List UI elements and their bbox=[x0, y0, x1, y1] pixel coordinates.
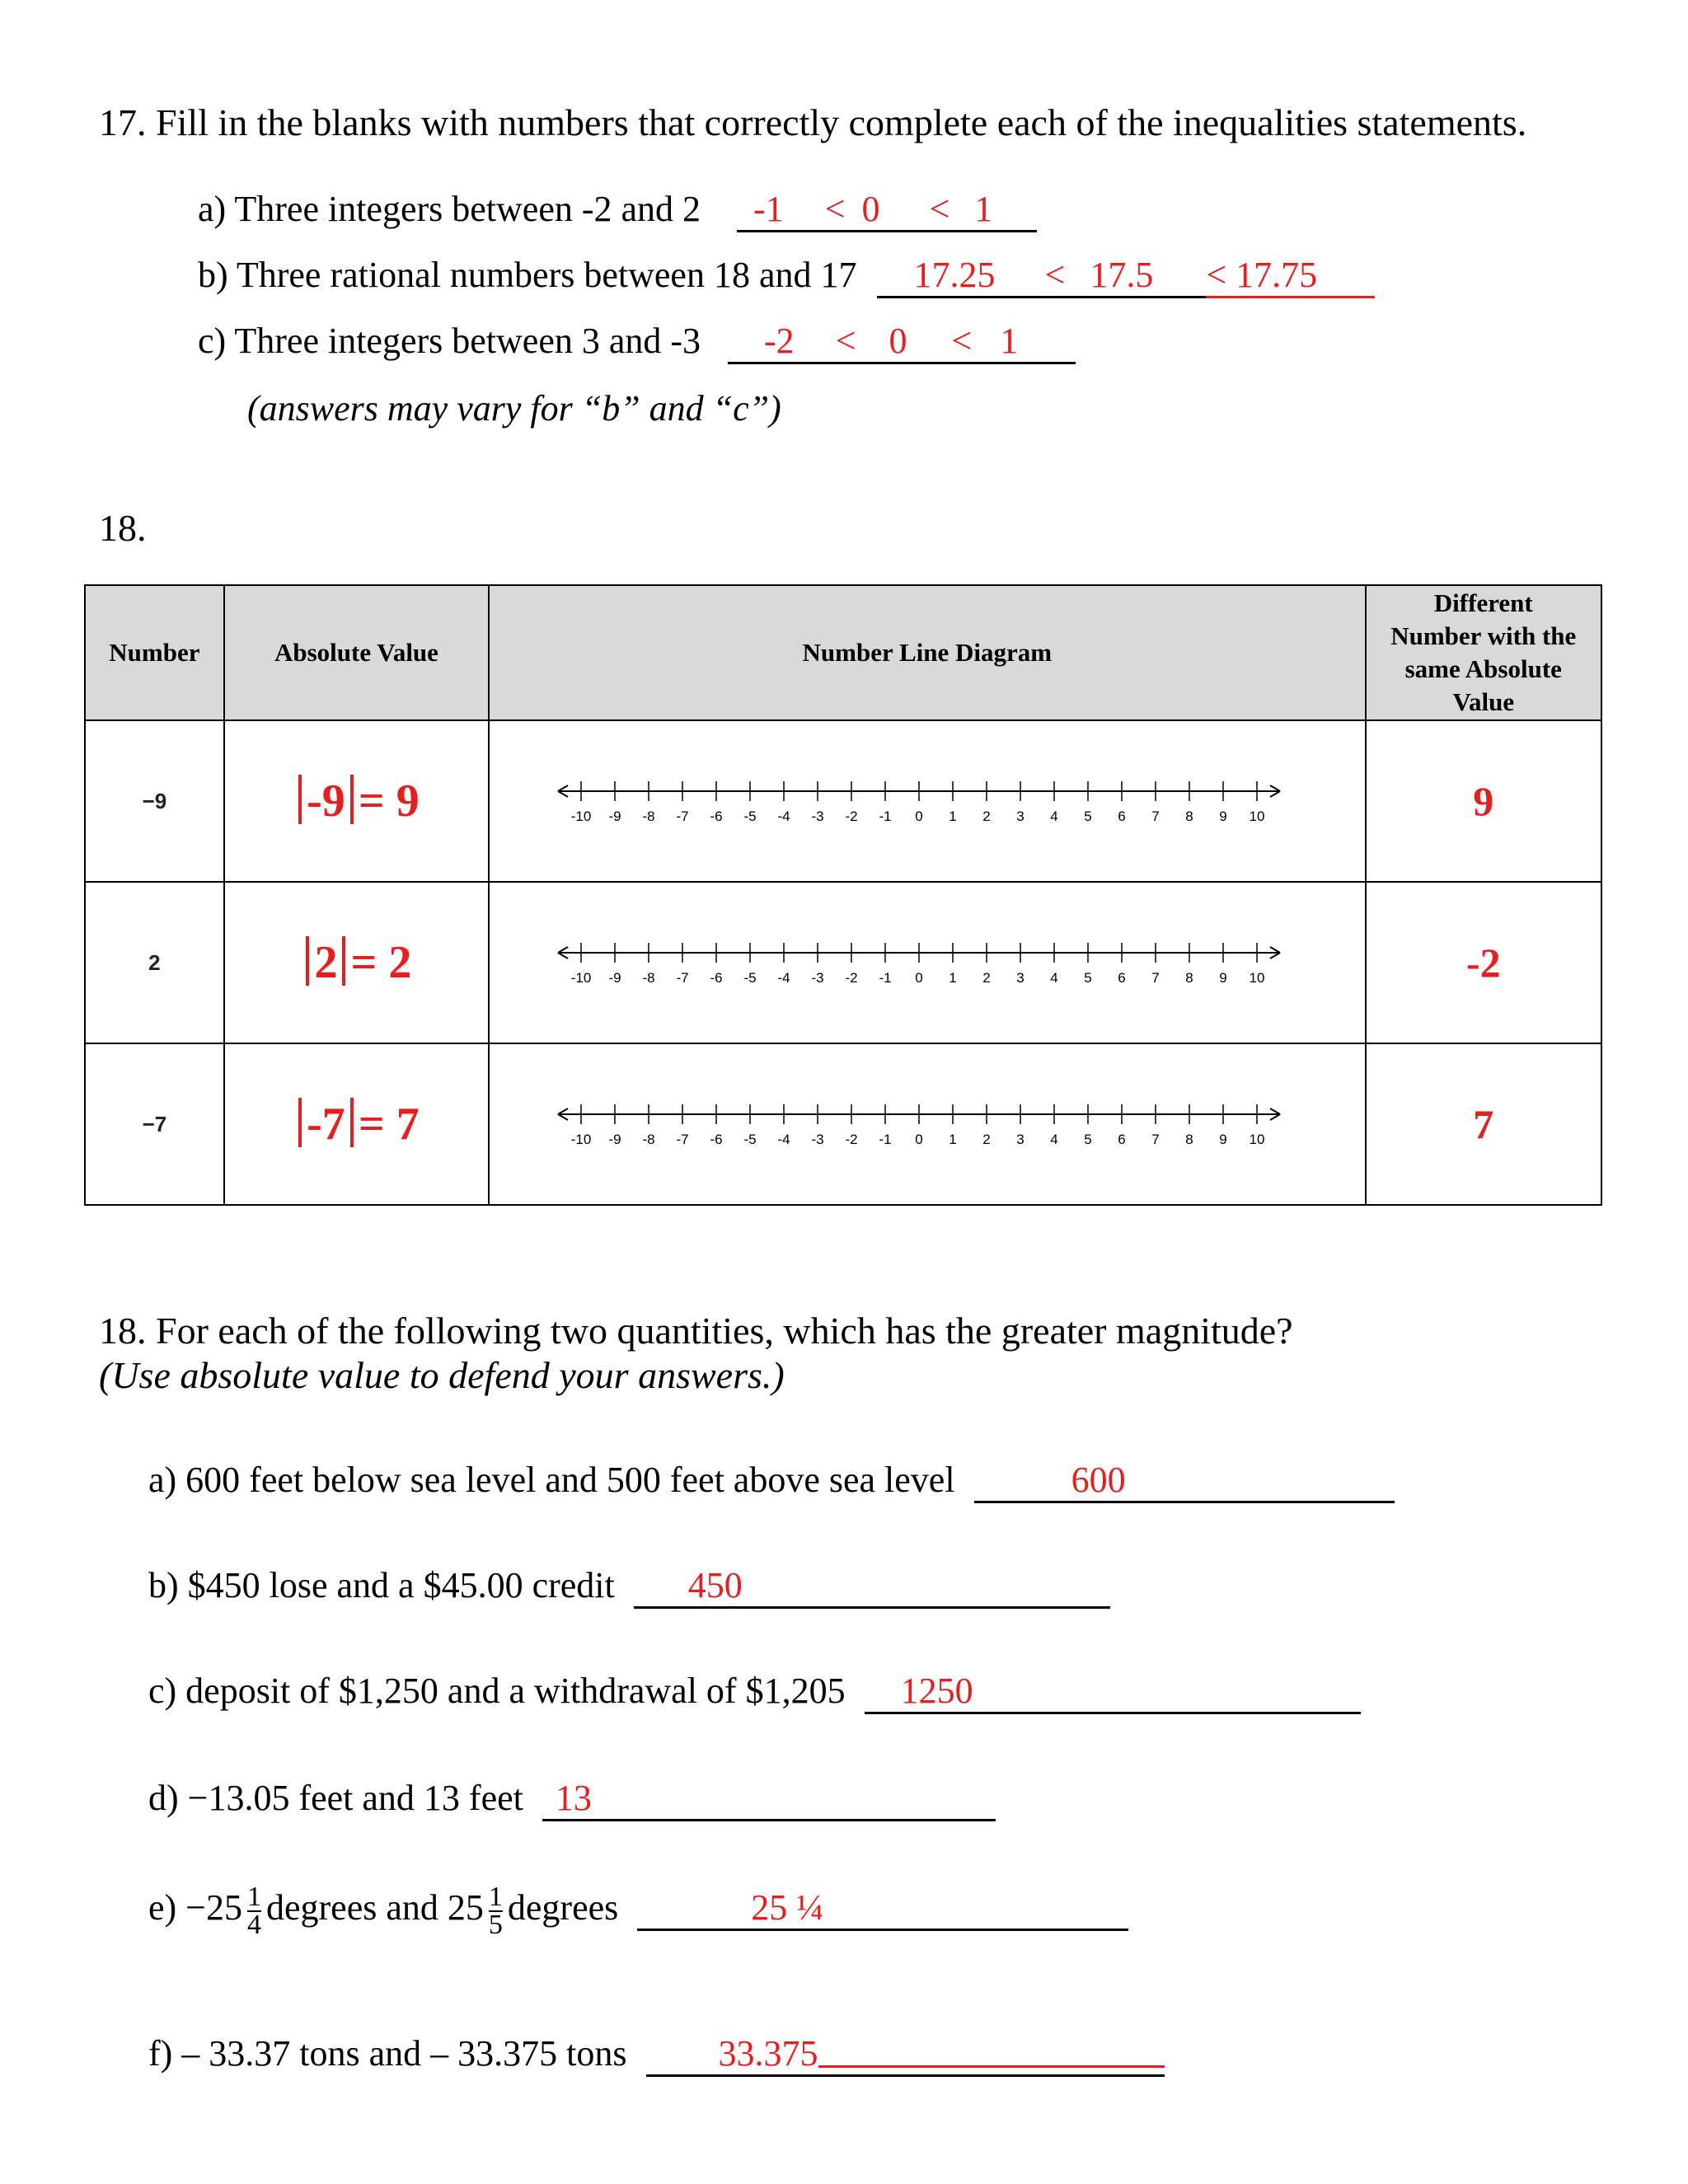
number-line-tick-label: -6 bbox=[710, 808, 723, 824]
abs-bar-left bbox=[306, 936, 309, 986]
q17-c-answer-3[interactable]: 1 bbox=[1000, 321, 1019, 361]
number-cell: 2 bbox=[85, 882, 224, 1043]
q18b-item-b bbox=[148, 1564, 1110, 1609]
number-line-tick-label: -3 bbox=[811, 970, 824, 986]
table-row bbox=[85, 1043, 1601, 1205]
abs-bar-left bbox=[298, 1098, 302, 1147]
absolute-value-cell bbox=[224, 1043, 489, 1205]
q18b-item-a-label: a) 600 feet below sea level and 500 feet above sea level bbox=[148, 1460, 955, 1500]
number-line-tick-label: 6 bbox=[1118, 808, 1126, 824]
number-line-tick-label: -9 bbox=[608, 1132, 621, 1147]
different-number-cell: -2 bbox=[1366, 882, 1601, 1043]
q17-title: 17. Fill in the blanks with numbers that correctly complete each of the inequalities statements. bbox=[99, 101, 1527, 143]
absolute-value-cell bbox=[224, 882, 489, 1043]
q17-item-b-label: b) Three rational numbers between 18 and 17 bbox=[198, 255, 857, 295]
fraction-denominator: 4 bbox=[247, 1910, 261, 1940]
abs-inner: -9 bbox=[307, 776, 345, 827]
q18b-c-answer[interactable]: 1250 bbox=[900, 1671, 973, 1711]
q18b-subtitle: (Use absolute value to defend your answers.) bbox=[99, 1354, 785, 1396]
number-line-tick-label: -9 bbox=[608, 808, 621, 824]
number-line-tick-label: 2 bbox=[982, 1132, 991, 1147]
q17-c-answer-2[interactable]: 0 bbox=[889, 321, 907, 361]
number-line-diagram[interactable] bbox=[556, 768, 1298, 834]
abs-result: = 7 bbox=[358, 1099, 420, 1150]
q18b-item-e bbox=[148, 1884, 1128, 1938]
number-line-diagram[interactable] bbox=[556, 930, 1298, 996]
q18b-e-suffix: degrees bbox=[507, 1887, 619, 1929]
abs-bar-right bbox=[350, 1098, 354, 1147]
number-line-tick-label: 9 bbox=[1219, 808, 1227, 824]
abs-bar-right bbox=[350, 775, 354, 824]
q17-b-answer-3[interactable]: < 17.75 bbox=[1206, 255, 1318, 295]
q17-a-answer-1[interactable]: -1 bbox=[753, 189, 784, 229]
q18b-item-a bbox=[148, 1459, 1395, 1503]
number-line-tick-label: 6 bbox=[1118, 1132, 1126, 1147]
number-line-tick-label: -2 bbox=[845, 970, 858, 986]
number-cell: −7 bbox=[85, 1043, 224, 1205]
different-number-cell: 9 bbox=[1366, 720, 1601, 882]
q17-c-answer-1[interactable]: -2 bbox=[764, 321, 795, 361]
q17-b-answer-2[interactable]: 17.5 bbox=[1090, 255, 1154, 295]
q18b-d-answer[interactable]: 13 bbox=[555, 1778, 592, 1818]
number-line-tick-label: -4 bbox=[777, 808, 790, 824]
number-line-tick-label: -10 bbox=[570, 1132, 592, 1147]
absolute-value-cell bbox=[224, 720, 489, 882]
q18b-e-prefix: e) −25 bbox=[148, 1887, 242, 1929]
number-line-tick-label: -10 bbox=[570, 970, 592, 986]
q18-label: 18. bbox=[99, 507, 147, 549]
q18b-item-c-label: c) deposit of $1,250 and a withdrawal of $1,205 bbox=[148, 1671, 846, 1711]
number-line-tick-label: 8 bbox=[1185, 808, 1193, 824]
fraction-denominator: 5 bbox=[488, 1910, 503, 1940]
number-line-tick-label: -9 bbox=[608, 970, 621, 986]
abs-result: = 2 bbox=[350, 937, 412, 988]
number-line-tick-label: 0 bbox=[915, 1132, 923, 1147]
fraction-one-quarter bbox=[247, 1884, 261, 1938]
number-line-tick-label: 10 bbox=[1249, 970, 1265, 986]
abs-inner: -7 bbox=[307, 1099, 345, 1150]
number-line-cell bbox=[489, 1043, 1365, 1205]
q17-item-c-label: c) Three integers between 3 and -3 bbox=[198, 321, 701, 361]
header-different-line2: Number with the bbox=[1390, 621, 1577, 650]
number-line-tick-label: 3 bbox=[1016, 808, 1025, 824]
header-number: Number bbox=[85, 585, 224, 720]
q18b-item-c bbox=[148, 1670, 1361, 1714]
number-line-tick-label: -7 bbox=[676, 808, 689, 824]
number-line-tick-label: 5 bbox=[1084, 1132, 1092, 1147]
number-line-tick-label: 6 bbox=[1118, 970, 1126, 986]
q18b-b-answer[interactable]: 450 bbox=[687, 1565, 743, 1605]
fraction-one-fifth bbox=[489, 1884, 503, 1938]
number-line-tick-label: 4 bbox=[1050, 808, 1058, 824]
number-line-tick-label: 0 bbox=[915, 970, 923, 986]
number-line-tick-label: -7 bbox=[676, 970, 689, 986]
q17-c-op-1: < bbox=[835, 321, 856, 361]
table-header-row bbox=[85, 585, 1601, 720]
number-line-tick-label: -8 bbox=[642, 1132, 655, 1147]
number-line-tick-label: 4 bbox=[1050, 1132, 1058, 1147]
number-line-tick-label: -1 bbox=[879, 1132, 892, 1147]
different-number-cell: 7 bbox=[1366, 1043, 1601, 1205]
number-line-tick-label: -10 bbox=[570, 808, 592, 824]
q18b-item-f-label: f) – 33.37 tons and – 33.375 tons bbox=[148, 2033, 627, 2074]
absolute-value-table bbox=[84, 584, 1602, 1206]
q18b-f-answer[interactable]: 33.375 bbox=[718, 2033, 818, 2074]
q18b-item-f bbox=[148, 2032, 1165, 2077]
number-line-tick-label: -5 bbox=[743, 970, 757, 986]
number-line-tick-label: -5 bbox=[743, 1132, 757, 1147]
q17-a-op-1: < bbox=[824, 189, 846, 229]
number-line-tick-label: -2 bbox=[845, 808, 858, 824]
number-line-tick-label: 5 bbox=[1084, 808, 1092, 824]
q18b-e-mid: degrees and 25 bbox=[266, 1887, 484, 1929]
number-line-tick-label: 2 bbox=[982, 808, 991, 824]
number-line-tick-label: 7 bbox=[1151, 808, 1160, 824]
q17-b-answer-1[interactable]: 17.25 bbox=[913, 255, 996, 295]
number-cell: −9 bbox=[85, 720, 224, 882]
q17-c-op-2: < bbox=[951, 321, 973, 361]
number-line-cell bbox=[489, 882, 1365, 1043]
number-line-tick-label: -3 bbox=[811, 808, 824, 824]
number-line-tick-label: -6 bbox=[710, 970, 723, 986]
number-line-tick-label: 3 bbox=[1016, 1132, 1025, 1147]
number-line-tick-label: 9 bbox=[1219, 970, 1227, 986]
q17-item-a bbox=[198, 188, 1037, 232]
number-line-tick-label: 1 bbox=[949, 970, 957, 986]
fraction-numerator: 1 bbox=[488, 1882, 503, 1912]
number-line-tick-label: 10 bbox=[1249, 1132, 1265, 1147]
number-line-tick-label: -3 bbox=[811, 1132, 824, 1147]
number-line-diagram[interactable] bbox=[556, 1091, 1298, 1157]
header-absolute-value: Absolute Value bbox=[224, 585, 489, 720]
number-line-tick-label: -1 bbox=[879, 808, 892, 824]
q17-a-op-2: < bbox=[929, 189, 950, 229]
q17-note: (answers may vary for “b” and “c”) bbox=[247, 388, 781, 429]
q18b-title: 18. For each of the following two quantities, which has the greater magnitude? bbox=[99, 1310, 1293, 1352]
abs-bar-right bbox=[342, 936, 345, 986]
abs-result: = 9 bbox=[358, 776, 420, 827]
q17-a-answer-2[interactable]: 0 bbox=[861, 189, 880, 229]
q18b-e-answer[interactable]: 25 ¼ bbox=[751, 1887, 824, 1929]
q18b-item-b-label: b) $450 lose and a $45.00 credit bbox=[148, 1565, 615, 1605]
number-line-tick-label: 3 bbox=[1016, 970, 1025, 986]
header-different-line3: same Absolute bbox=[1404, 654, 1562, 683]
q17-a-answer-3[interactable]: 1 bbox=[974, 189, 993, 229]
q17-b-op-1: < bbox=[1044, 255, 1066, 295]
number-line-tick-label: 7 bbox=[1151, 970, 1160, 986]
q17-item-c bbox=[198, 320, 1076, 364]
number-line-tick-label: 2 bbox=[982, 970, 991, 986]
q17-item-a-label: a) Three integers between -2 and 2 bbox=[198, 189, 701, 229]
table-row bbox=[85, 720, 1601, 882]
number-line-tick-label: 4 bbox=[1050, 970, 1058, 986]
header-different-line1: Different bbox=[1433, 588, 1533, 617]
number-line-tick-label: -8 bbox=[642, 808, 655, 824]
q18b-item-d-label: d) −13.05 feet and 13 feet bbox=[148, 1778, 523, 1818]
number-line-tick-label: -2 bbox=[845, 1132, 858, 1147]
q17-item-b bbox=[198, 254, 1375, 298]
number-line-tick-label: 0 bbox=[915, 808, 923, 824]
abs-inner: 2 bbox=[314, 937, 338, 988]
q18b-a-answer[interactable]: 600 bbox=[1071, 1460, 1126, 1500]
header-number-line: Number Line Diagram bbox=[489, 585, 1365, 720]
number-line-tick-label: -4 bbox=[777, 1132, 790, 1147]
number-line-tick-label: 1 bbox=[949, 808, 957, 824]
number-line-tick-label: 5 bbox=[1084, 970, 1092, 986]
number-line-tick-label: 8 bbox=[1185, 970, 1193, 986]
number-line-tick-label: 9 bbox=[1219, 1132, 1227, 1147]
fraction-numerator: 1 bbox=[247, 1882, 261, 1912]
number-line-tick-label: -1 bbox=[879, 970, 892, 986]
number-line-tick-label: -6 bbox=[710, 1132, 723, 1147]
q18b-item-d bbox=[148, 1777, 996, 1821]
table-row bbox=[85, 882, 1601, 1043]
number-line-tick-label: 8 bbox=[1185, 1132, 1193, 1147]
abs-bar-left bbox=[298, 775, 302, 824]
number-line-tick-label: -4 bbox=[777, 970, 790, 986]
number-line-tick-label: 10 bbox=[1249, 808, 1265, 824]
number-line-tick-label: -7 bbox=[676, 1132, 689, 1147]
number-line-tick-label: 7 bbox=[1151, 1132, 1160, 1147]
number-line-tick-label: 1 bbox=[949, 1132, 957, 1147]
header-different-line4: Value bbox=[1452, 687, 1515, 716]
number-line-tick-label: -5 bbox=[743, 808, 757, 824]
header-different-number bbox=[1366, 585, 1601, 720]
number-line-tick-label: -8 bbox=[642, 970, 655, 986]
number-line-cell bbox=[489, 720, 1365, 882]
